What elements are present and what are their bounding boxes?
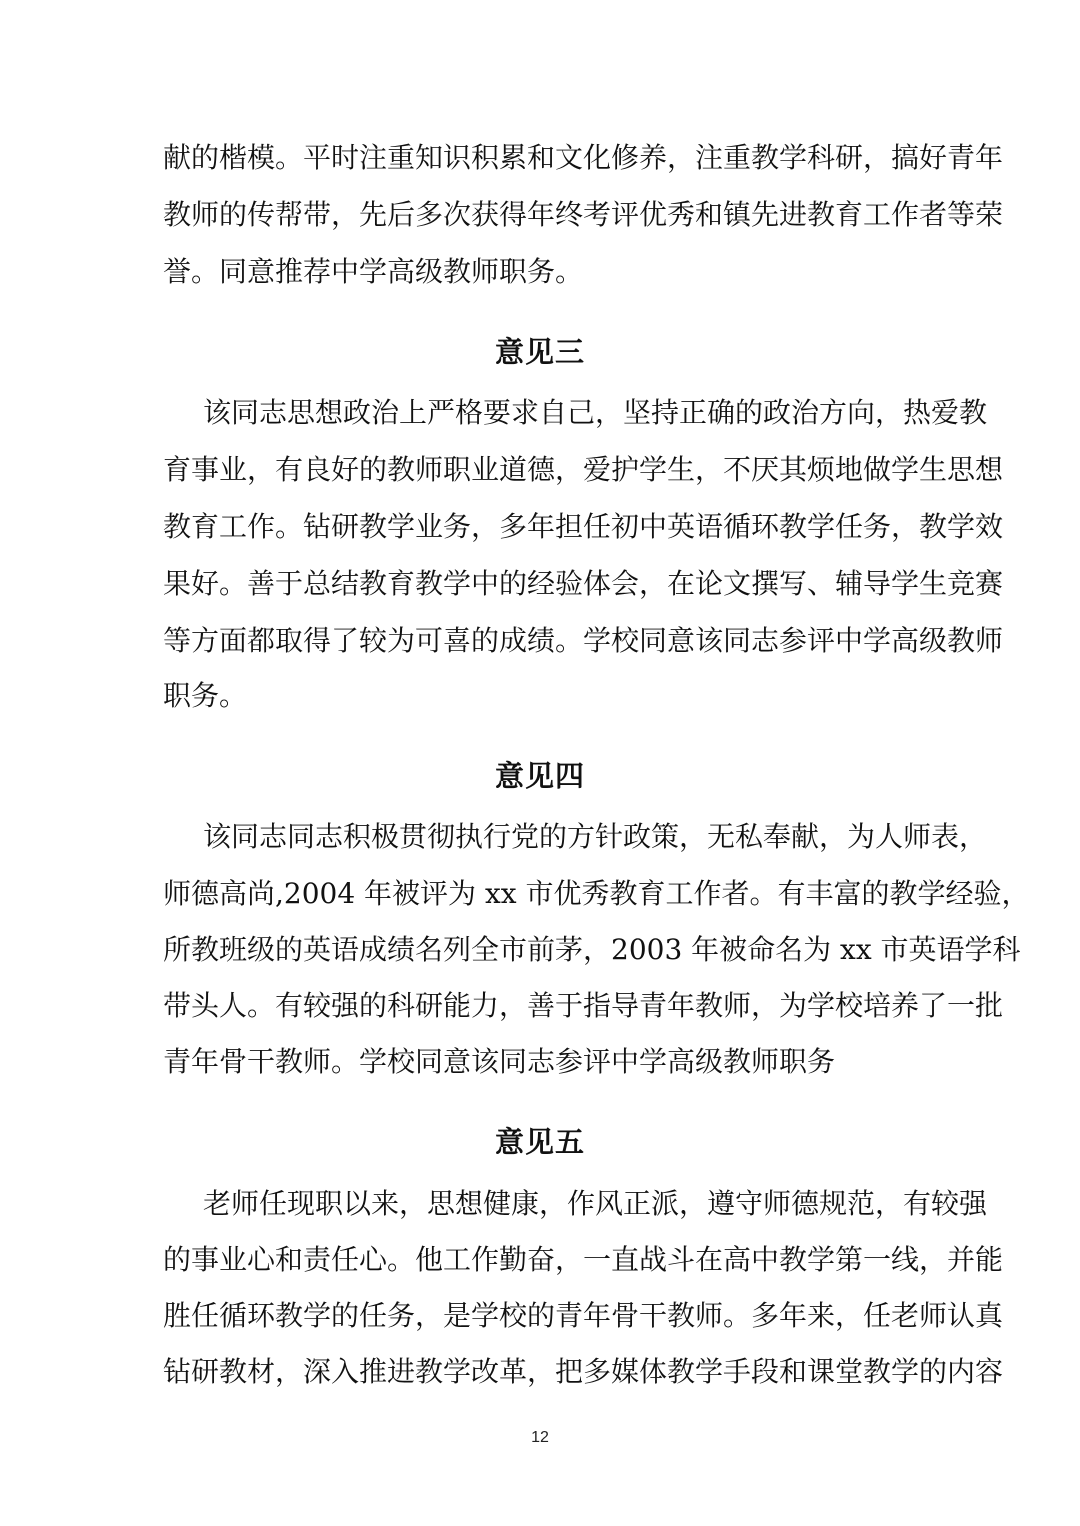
paragraph-line: 该同志同志积极贯彻执行党的方针政策，无私奉献，为人师表， <box>203 820 988 853</box>
paragraph-line: 育事业，有良好的教师职业道德，爱护学生，不厌其烦地做学生思想 <box>163 453 1004 486</box>
paragraph-line: 献的楷模。平时注重知识积累和文化修养，注重教学科研，搞好青年 <box>163 141 1004 174</box>
paragraph-line: 誉。同意推荐中学高级教师职务。 <box>163 255 584 288</box>
paragraph-line: 师德高尚,2004 年被评为 xx 市优秀教育工作者。有丰富的教学经验， <box>163 877 1030 910</box>
page-number: 12 <box>531 1429 549 1446</box>
paragraph-line: 教师的传帮带，先后多次获得年终考评优秀和镇先进教育工作者等荣 <box>163 198 1004 231</box>
paragraph-line: 的事业心和责任心。他工作勤奋，一直战斗在高中教学第一线，并能 <box>163 1243 1004 1276</box>
section-heading-3: 意见三 <box>494 335 585 369</box>
section-heading-5: 意见五 <box>494 1125 585 1159</box>
paragraph-line: 青年骨干教师。学校同意该同志参评中学高级教师职务 <box>163 1045 836 1078</box>
section-heading-4: 意见四 <box>494 759 585 793</box>
paragraph-line: 带头人。有较强的科研能力，善于指导青年教师，为学校培养了一批 <box>163 989 1004 1022</box>
paragraph-line: 老师任现职以来，思想健康，作风正派，遵守师德规范，有较强 <box>203 1187 988 1220</box>
paragraph-line: 该同志思想政治上严格要求自己，坚持正确的政治方向，热爱教 <box>203 396 988 429</box>
paragraph-line: 果好。善于总结教育教学中的经验体会，在论文撰写、辅导学生竞赛 <box>163 567 1004 600</box>
paragraph-line: 胜任循环教学的任务，是学校的青年骨干教师。多年来，任老师认真 <box>163 1299 1004 1332</box>
paragraph-line: 教育工作。钻研教学业务，多年担任初中英语循环教学任务，教学效 <box>163 510 1004 543</box>
paragraph-line: 所教班级的英语成绩名列全市前茅，2003 年被命名为 xx 市英语学科 <box>163 933 1021 966</box>
paragraph-line: 等方面都取得了较为可喜的成绩。学校同意该同志参评中学高级教师 <box>163 624 1004 657</box>
paragraph-line: 钻研教材，深入推进教学改革，把多媒体教学手段和课堂教学的内容 <box>163 1355 1004 1388</box>
paragraph-line: 职务。 <box>163 679 248 712</box>
